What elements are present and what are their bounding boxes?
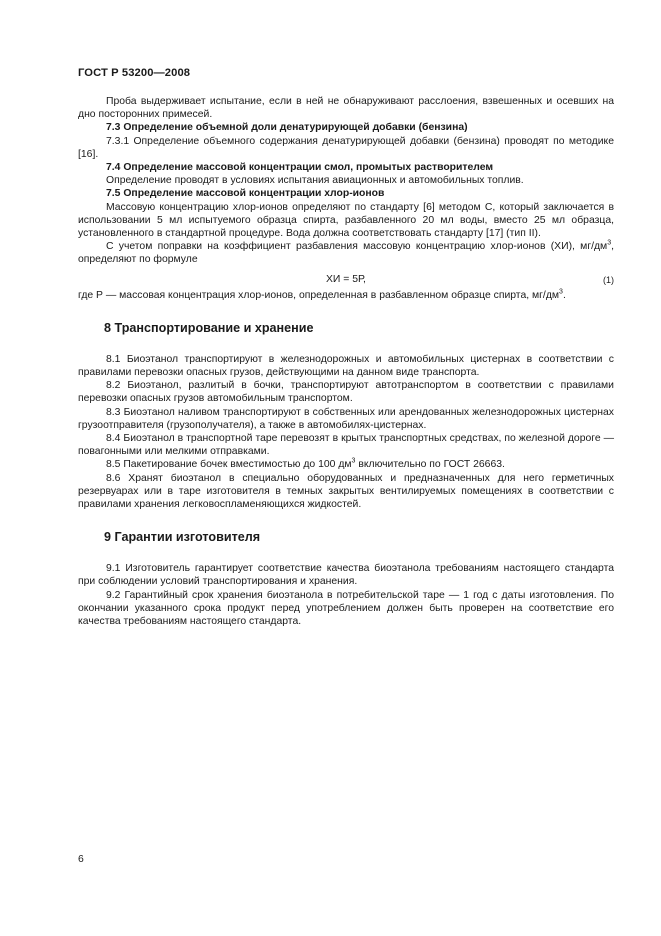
paragraph-8-2: 8.2 Биоэтанол, разлитый в бочки, транспортируют автотранспортом в соответствии с правилами перевозки опасных грузов автомобильным транспортом. — [78, 380, 614, 405]
where-unit-sup: 3 — [559, 288, 563, 296]
paragraph-8-4: 8.4 Биоэтанол в транспортной таре перевозят в крытых транспортных средствах, по железной дороге — повагонными или мелкими отправками. — [78, 433, 614, 458]
p85-tail: включительно по ГОСТ 26663. — [355, 459, 505, 471]
paragraph-8-1: 8.1 Биоэтанол транспортируют в железнодорожных и автомобильных цистернах в соответствии с правилами перевозки опасных грузов, действующими на данном виде транспорта. — [78, 353, 614, 379]
intro-paragraph: Проба выдерживает испытание, если в ней не обнаруживают расслоения, взвешенных и осевших на дно посторонних примесей. — [78, 96, 614, 121]
p85-unit-sup: 3 — [351, 458, 356, 465]
subsection-7-5-heading: 7.5 Определение массовой концентрации хлор-ионов — [106, 188, 385, 200]
subsection-7-3-heading: 7.3 Определение объемной доли денатурирующей добавки (бензина) — [106, 122, 468, 134]
paragraph-8-6: 8.6 Хранят биоэтанол в специально оборудованных и предназначенных для него герметичных резервуарах или в таре изготовителя в темных закрытых вентилируемых помещениях в соответствии с правилами хранения легковоспламеняющихся жидкостей. — [78, 472, 614, 511]
paragraph-9-2: 9.2 Гарантийный срок хранения биоэтанола в потребительской таре — 1 год с даты изготовления. По окончании указанного срока продукт перед употреблением должен быть проверен на соответствие его качества требованиям настоящего стандарта. — [78, 589, 614, 628]
section-8-heading: 8 Транспортирование и хранение — [104, 320, 314, 335]
subsection-7-4-heading: 7.4 Определение массовой концентрации смол, промытых растворителем — [106, 162, 494, 174]
paragraph-8-5 — [78, 458, 614, 471]
formula-1 — [78, 271, 614, 286]
where-text: где Р — массовая концентрация хлор-ионов, определенная в разбавленном образце спирта, мг/дм — [78, 289, 560, 301]
p85-text: 8.5 Пакетирование бочек вместимостью до 100 дм — [106, 459, 352, 471]
paragraph-7-4: Определение проводят в условиях испытания авиационных и автомобильных топлив. — [106, 175, 524, 187]
page-number: 6 — [78, 854, 84, 865]
section-9-heading: 9 Гарантии изготовителя — [104, 530, 261, 545]
formula-number: (1) — [603, 274, 614, 285]
dilution-tail: , определяют по формуле — [78, 241, 614, 266]
paragraph-9-1: 9.1 Изготовитель гарантирует соответствие качества биоэтанола требованиям настоящего стандарта при соблюдении условий транспортирования и хранения. — [78, 563, 614, 588]
dilution-unit-sup: 3 — [607, 239, 612, 247]
where-tail: . — [562, 289, 566, 301]
paragraph-8-3: 8.3 Биоэтанол наливом транспортируют в собственных или арендованных железнодорожных цистернах грузоотправителя (грузополучателя), а также в автомобилях-цистернах. — [78, 406, 614, 431]
paragraph-7-5-dilution — [78, 240, 614, 266]
paragraph-7-3-1: 7.3.1 Определение объемного содержания денатурирующей добавки (бензина) проводят по методике [16]. — [78, 135, 614, 160]
page-body — [78, 95, 614, 628]
document-code: ГОСТ Р 53200—2008 — [78, 67, 191, 79]
formula-where-clause — [78, 289, 614, 302]
paragraph-7-5-method: Массовую концентрацию хлор-ионов определяют по стандарту [6] методом С, который заключается в использовании 5 мл испытуемого образца спирта, разбавленного 20 мл воды, вместо 25 мл образца, установленного в стандартной процедуре. Вода должна соответствовать стандарту [17] (тип II). — [78, 201, 614, 240]
dilution-text: С учетом поправки на коэффициент разбавления массовую концентрацию хлор-ионов (ХИ), мг/дм — [106, 241, 608, 253]
formula-expression: ХИ = 5Р, — [326, 273, 366, 285]
